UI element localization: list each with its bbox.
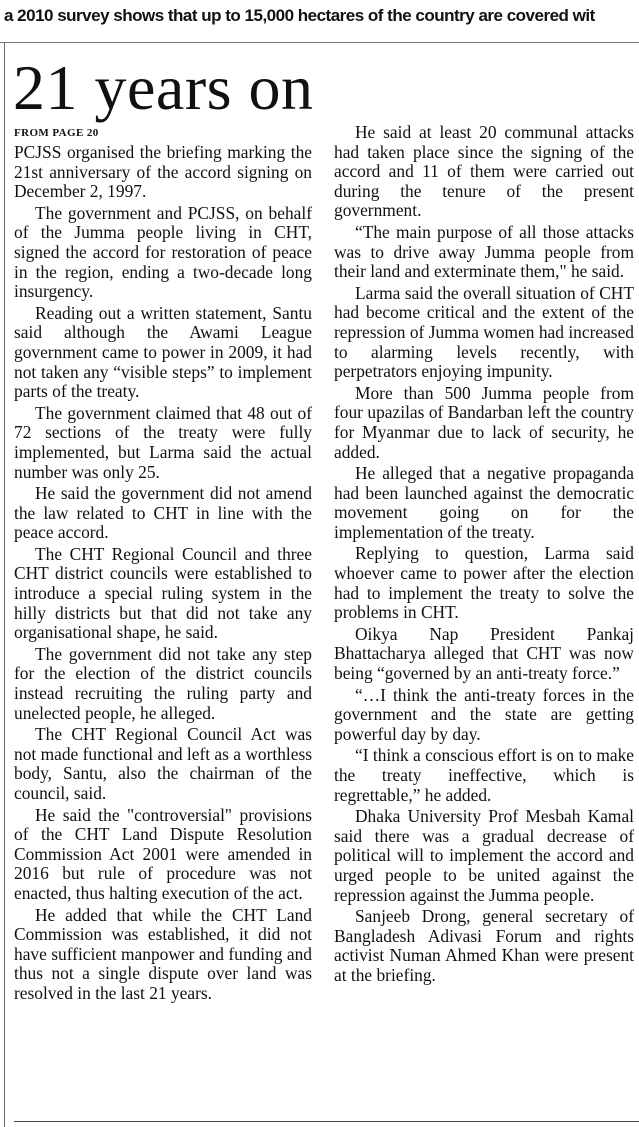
paragraph: The government and PCJSS, on behalf of the Jumma people living in CHT, signed the accord for restoration of peace in the region, ending a two-decade long insurgency. — [14, 202, 312, 302]
paragraph: More than 500 Jumma people from four upazilas of Bandarban left the country for Myanmar due to lack of security, he added. — [334, 382, 634, 462]
paragraph: Oikya Nap President Pankaj Bhattacharya alleged that CHT was now being “governed by an anti-treaty force.” — [334, 623, 634, 684]
paragraph: Dhaka University Prof Mesbah Kamal said there was a gradual decrease of political will to implement the accord and urged people to be united against the repression against the Jumma people. — [334, 806, 634, 905]
paragraph: Sanjeeb Drong, general secretary of Bangladesh Adivasi Forum and rights activist Numan Ahmed Khan were present at the briefing. — [334, 906, 634, 985]
paragraph: “I think a conscious effort is on to make the treaty ineffective, which is regrettable,” he added. — [334, 745, 634, 805]
paragraph: He said at least 20 communal attacks had taken place since the signing of the accord and 11 of them were carried out during the tenure of the present government. — [334, 122, 634, 221]
article-headline: 21 years on — [13, 52, 314, 123]
article-column-left — [14, 143, 312, 1006]
paragraph: Reading out a written statement, Santu said although the Awami League government came to power in 2009, it had not taken any “visible steps” to implement parts of the treaty. — [14, 302, 312, 402]
continuation-label: FROM PAGE 20 — [14, 127, 99, 139]
paragraph: Replying to question, Larma said whoever came to power after the election had to implement the treaty to solve the problems in CHT. — [334, 543, 634, 623]
paragraph: The CHT Regional Council Act was not made functional and left as a worthless body, Santu, also the chairman of the council, said. — [14, 724, 312, 803]
paragraph: He said the "controversial" provisions of the CHT Land Dispute Resolution Commission Act 2001 were amended in 2016 but rule of procedure was not enacted, thus halting execution of the act. — [14, 804, 312, 903]
paragraph: The government did not take any step for the election of the district councils instead recruiting the ruling party and unelected people, he alleged. — [14, 643, 312, 723]
previous-article-text: a 2010 survey shows that up to 15,000 hectares of the country are covered wit — [4, 6, 595, 25]
article-column-right — [334, 123, 634, 988]
paragraph: The CHT Regional Council and three CHT district councils were established to introduce a special ruling system in the hilly districts but that did not take any organisational shape, he said. — [14, 543, 312, 643]
paragraph: “…I think the anti-treaty forces in the government and the state are getting powerful day by day. — [334, 684, 634, 744]
previous-article-strip — [0, 0, 639, 43]
paragraph: PCJSS organised the briefing marking the 21st anniversary of the accord signing on December 2, 1997. — [14, 142, 312, 202]
paragraph: He alleged that a negative propaganda had been launched against the democratic movement going on for the implementation of the treaty. — [334, 463, 634, 542]
paragraph: Larma said the overall situation of CHT had become critical and the extent of the repression of Jumma women had increased to alarming levels recently, with perpetrators enjoying impunity. — [334, 282, 634, 382]
bottom-rule — [14, 1121, 639, 1122]
paragraph: He added that while the CHT Land Commission was established, it did not have sufficient manpower and funding and thus not a single dispute over land was resolved in the last 21 years. — [14, 904, 312, 1003]
paragraph: The government claimed that 48 out of 72 sections of the treaty were fully implemented, but Larma said the actual number was only 25. — [14, 402, 312, 482]
paragraph: “The main purpose of all those attacks was to drive away Jumma people from their land and exterminate them," he said. — [334, 221, 634, 282]
left-column-rule — [4, 42, 5, 1127]
paragraph: He said the government did not amend the law related to CHT in line with the peace accord. — [14, 483, 312, 543]
